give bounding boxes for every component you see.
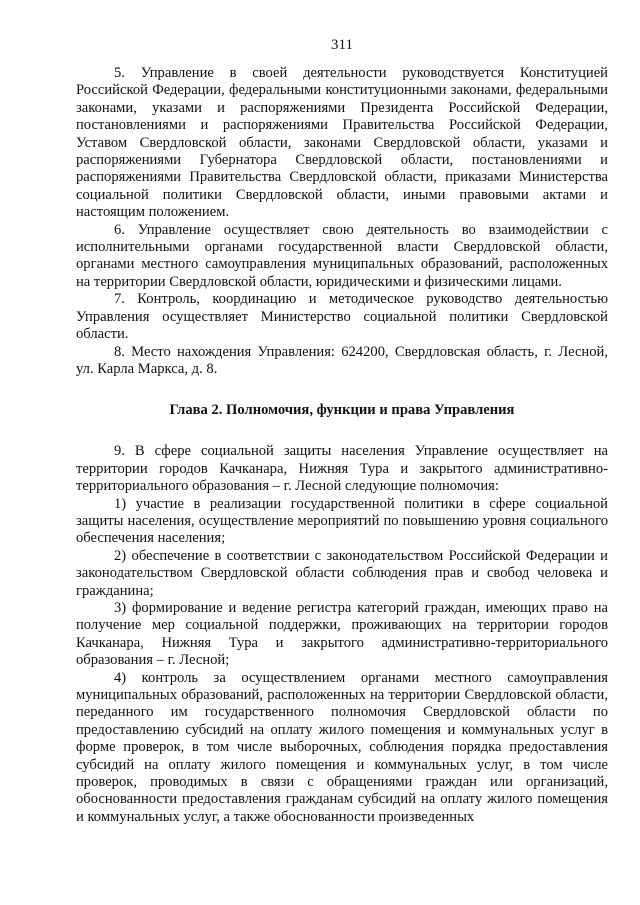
document-page xyxy=(76,36,608,826)
paragraph-item-9: 9. В сфере социальной защиты населения Управление осуществляет на территории городов Качканара, Нижняя Тура и закрытого административно-территориального образования – г. Лесной следующие полномочия: xyxy=(76,443,608,495)
paragraph-item-8: 8. Место нахождения Управления: 624200, Свердловская область, г. Лесной, ул. Карла Маркса, д. 8. xyxy=(76,343,608,377)
subitem-3: 3) формирование и ведение регистра категорий граждан, имеющих право на получение мер социальной поддержки, проживающих на территории городов Качканара, Нижняя Тура и закрытого административно-территориального образования – г. Лесной; xyxy=(76,599,608,669)
chapter-heading: Глава 2. Полномочия, функции и права Управления xyxy=(169,402,515,419)
page-number: 311 xyxy=(331,37,353,53)
subitem-1: 1) участие в реализации государственной политики в сфере социальной защиты населения, осуществление мероприятий по повышению уровня социального обеспечения населения; xyxy=(76,495,608,547)
subitem-4: 4) контроль за осуществлением органами местного самоуправления муниципальных образований, расположенных на территории Свердловской области, переданного им государственного полномочия Свердловской области по предоставлению субсидий на оплату жилого помещения и коммунальных услуг в форме проверок, в том числе выборочных, соблюдения порядка предоставления субсидий на оплату жилого помещения и коммунальных услуг, в том числе проверок, проводимых в связи с обращениями граждан или организаций, обоснованности предоставления гражданам субсидий на оплату жилого помещения и коммунальных услуг, а также обоснованности произведенных xyxy=(76,669,608,825)
paragraph-item-6: 6. Управление осуществляет свою деятельность во взаимодействии с исполнительными органами государственной власти Свердловской области, органами местного самоуправления муниципальных образований, расположенных на территории Свердловской области, юридическими и физическими лицами. xyxy=(76,221,608,290)
paragraph-item-5: 5. Управление в своей деятельности руководствуется Конституцией Российской Федерации, федеральными конституционными законами, федеральными законами, указами и распоряжениями Президента Российской Федерации, постановлениями и распоряжениями Правительства Российской Федерации, Уставом Свердловской области, законами Свердловской области, указами и распоряжениями Губернатора Свердловской области, постановлениями и распоряжениями Правительства Свердловской области, приказами Министерства социальной политики Свердловской области, иными правовыми актами и настоящим положением. xyxy=(76,65,608,221)
subitem-2: 2) обеспечение в соответствии с законодательством Российской Федерации и законодательством Свердловской области соблюдения прав и свобод человека и гражданина; xyxy=(76,547,608,599)
paragraph-item-7: 7. Контроль, координацию и методическое руководство деятельностью Управления осуществляет Министерство социальной политики Свердловской области. xyxy=(76,291,608,343)
